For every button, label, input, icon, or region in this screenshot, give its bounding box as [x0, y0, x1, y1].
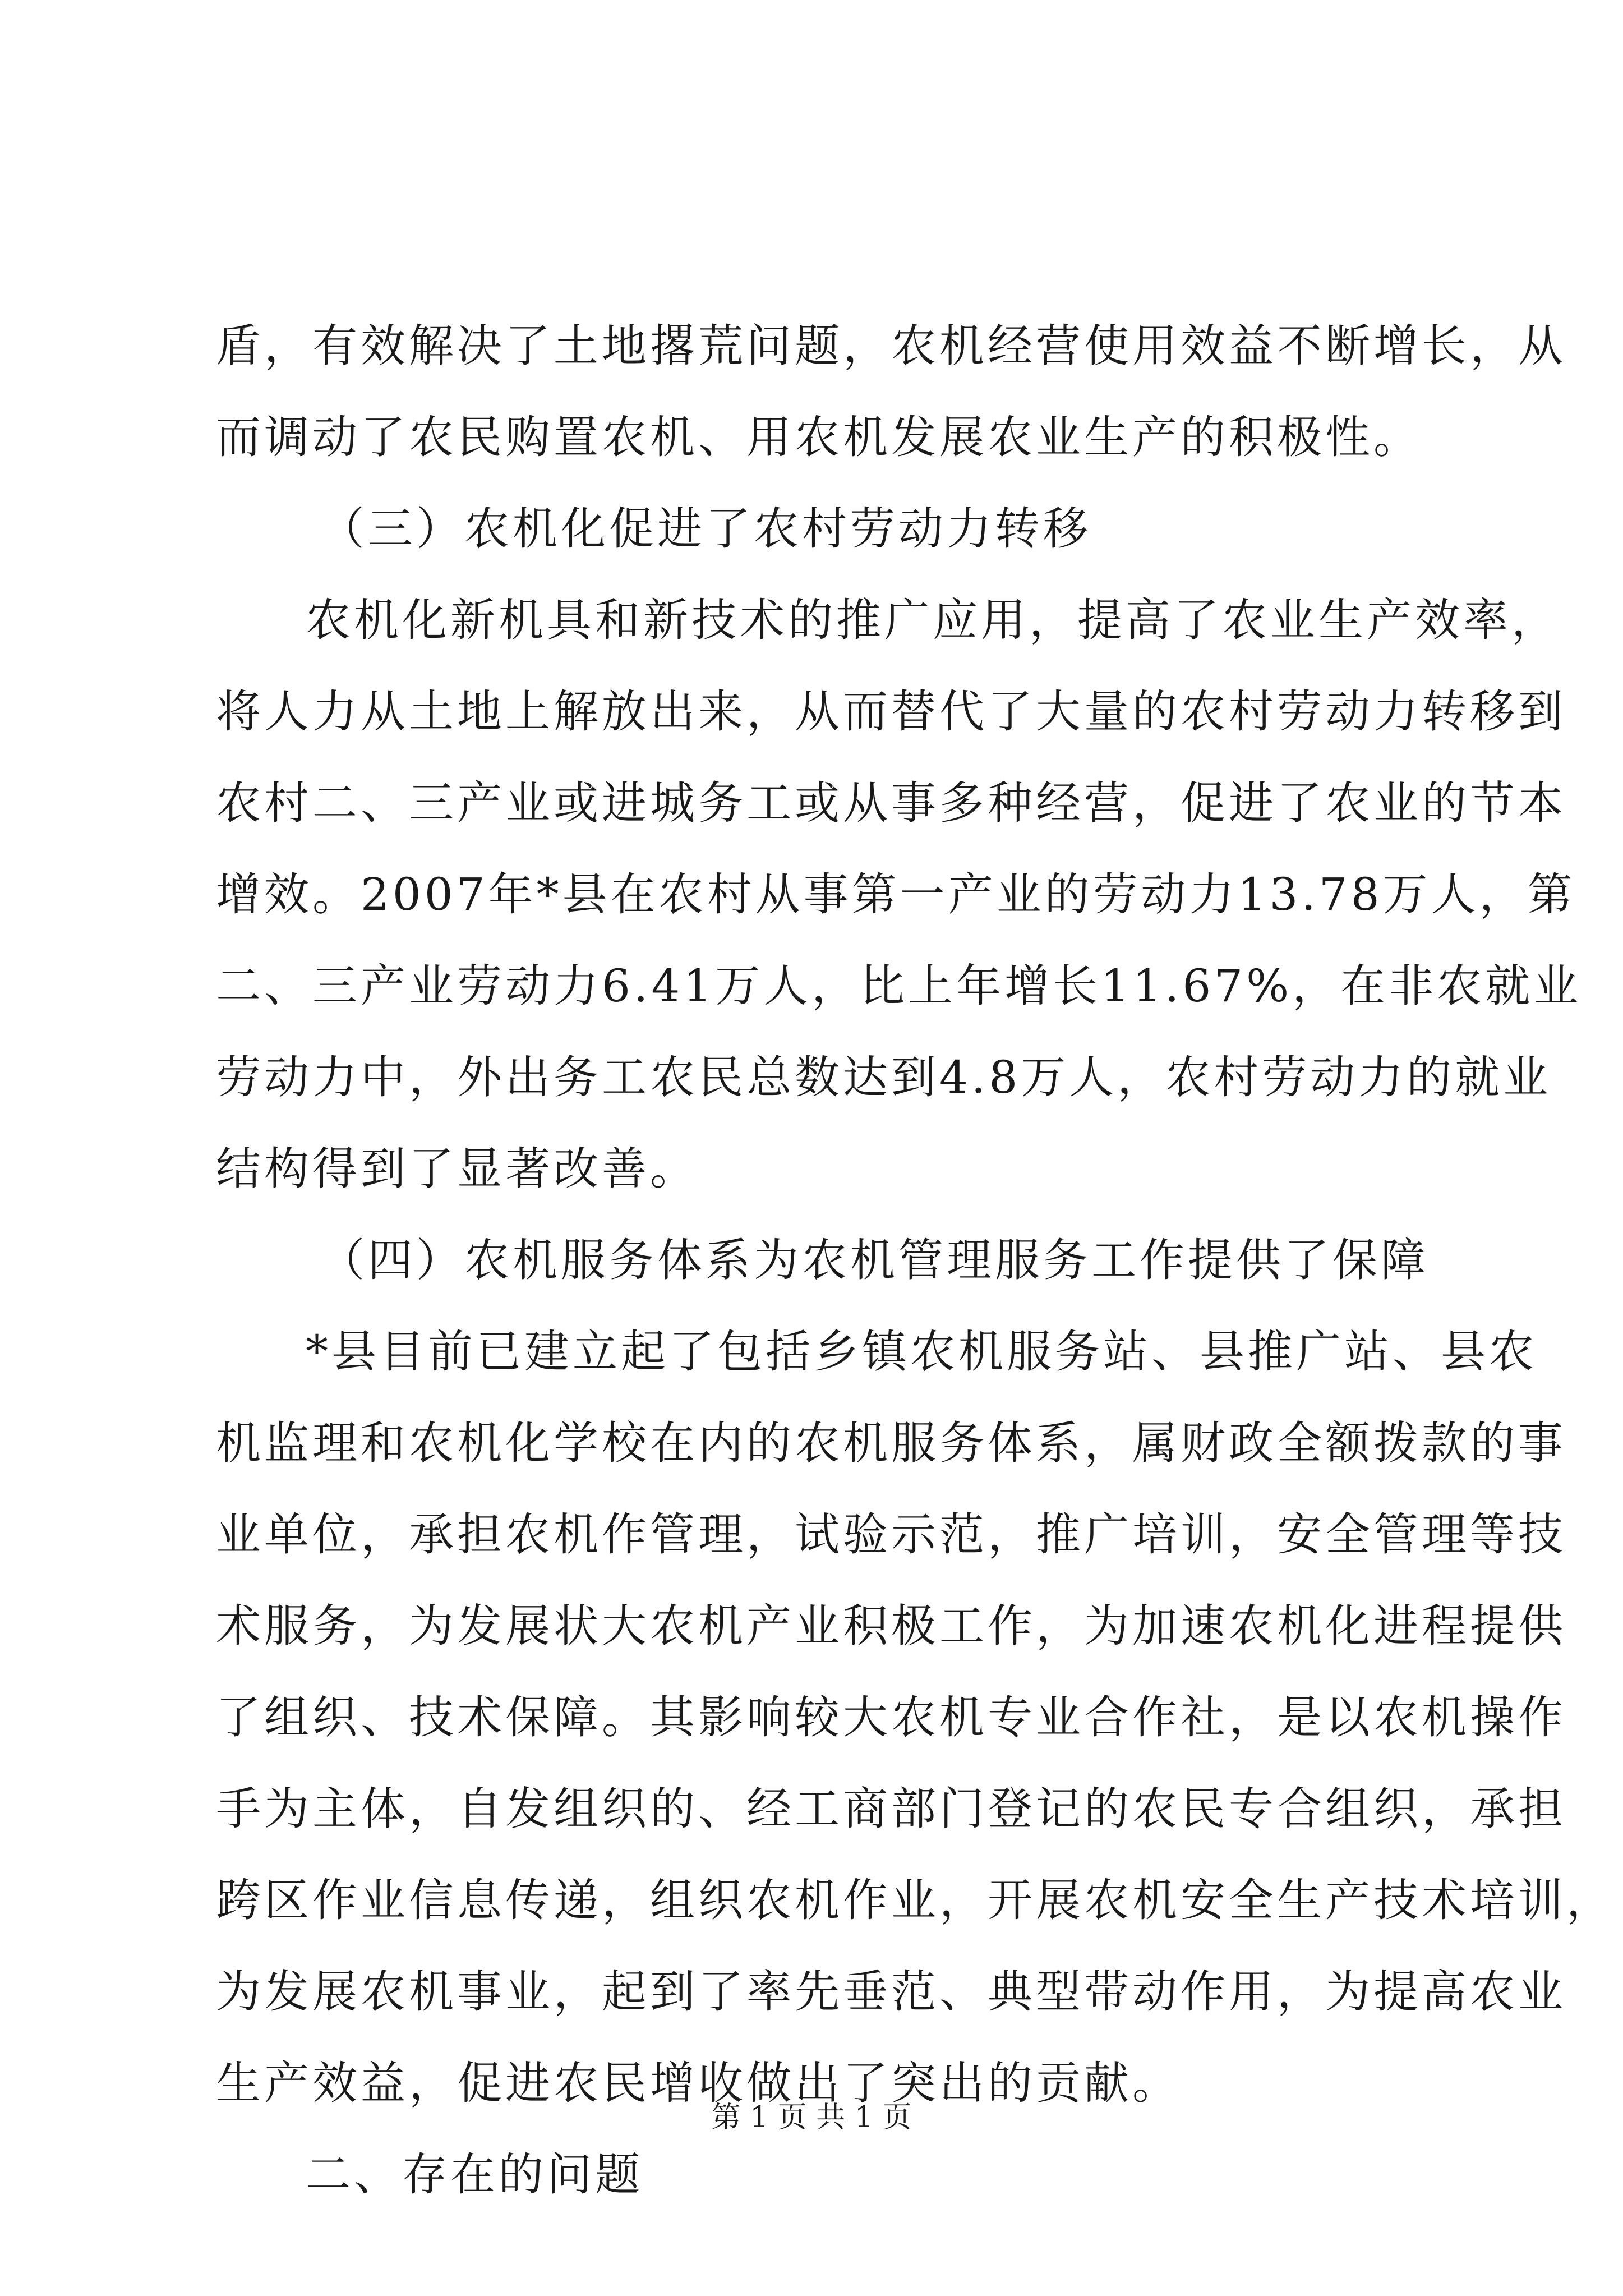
paragraph-line: 劳动力中，外出务工农民总数达到4.8万人，农村劳动力的就业	[216, 1051, 1552, 1103]
paragraph-line: *县目前已建立起了包括乡镇农机服务站、县推广站、县农	[306, 1326, 1537, 1378]
paragraph-line: 生产效益，促进农民增收做出了突出的贡献。	[216, 2057, 1181, 2109]
section-heading: （四）农机服务体系为农机管理服务工作提供了保障	[320, 1234, 1429, 1286]
paragraph-line: 了组织、技术保障。其影响较大农机专业合作社，是以农机操作	[216, 1691, 1566, 1743]
section-heading: 二、存在的问题	[306, 2148, 643, 2201]
paragraph-line: 手为主体，自发组织的、经工商部门登记的农民专合组织，承担	[216, 1783, 1566, 1835]
paragraph-line: 盾，有效解决了土地撂荒问题，农机经营使用效益不断增长，从	[216, 320, 1566, 372]
paragraph-line: 将人力从土地上解放出来，从而替代了大量的农村劳动力转移到	[216, 685, 1566, 738]
page-footer: 第 1 页 共 1 页	[711, 2101, 912, 2134]
paragraph-line: 二、三产业劳动力6.41万人，比上年增长11.67%，在非农就业	[216, 960, 1582, 1012]
paragraph-line: 增效。2007年*县在农村从事第一产业的劳动力13.78万人，第	[216, 868, 1576, 921]
paragraph-line: 业单位，承担农机作管理，试验示范，推广培训，安全管理等技	[216, 1508, 1566, 1561]
paragraph-line: 跨区作业信息传递，组织农机作业，开展农机安全生产技术培训，	[216, 1874, 1615, 1926]
paragraph-line: 农村二、三产业或进城务工或从事多种经营，促进了农业的节本	[216, 777, 1566, 829]
paragraph-line: 术服务，为发展状大农机产业积极工作，为加速农机化进程提供	[216, 1600, 1566, 1652]
document-body	[216, 300, 1615, 2220]
paragraph-line: 农机化新机具和新技术的推广应用，提高了农业生产效率，	[306, 594, 1560, 646]
section-heading: （三）农机化促进了农村劳动力转移	[320, 503, 1091, 555]
paragraph-line: 而调动了农民购置农机、用农机发展农业生产的积极性。	[216, 411, 1422, 463]
paragraph-line: 为发展农机事业，起到了率先垂范、典型带动作用，为提高农业	[216, 1966, 1566, 2018]
paragraph-line: 机监理和农机化学校在内的农机服务体系，属财政全额拨款的事	[216, 1417, 1566, 1469]
paragraph-line: 结构得到了显著改善。	[216, 1143, 698, 1195]
